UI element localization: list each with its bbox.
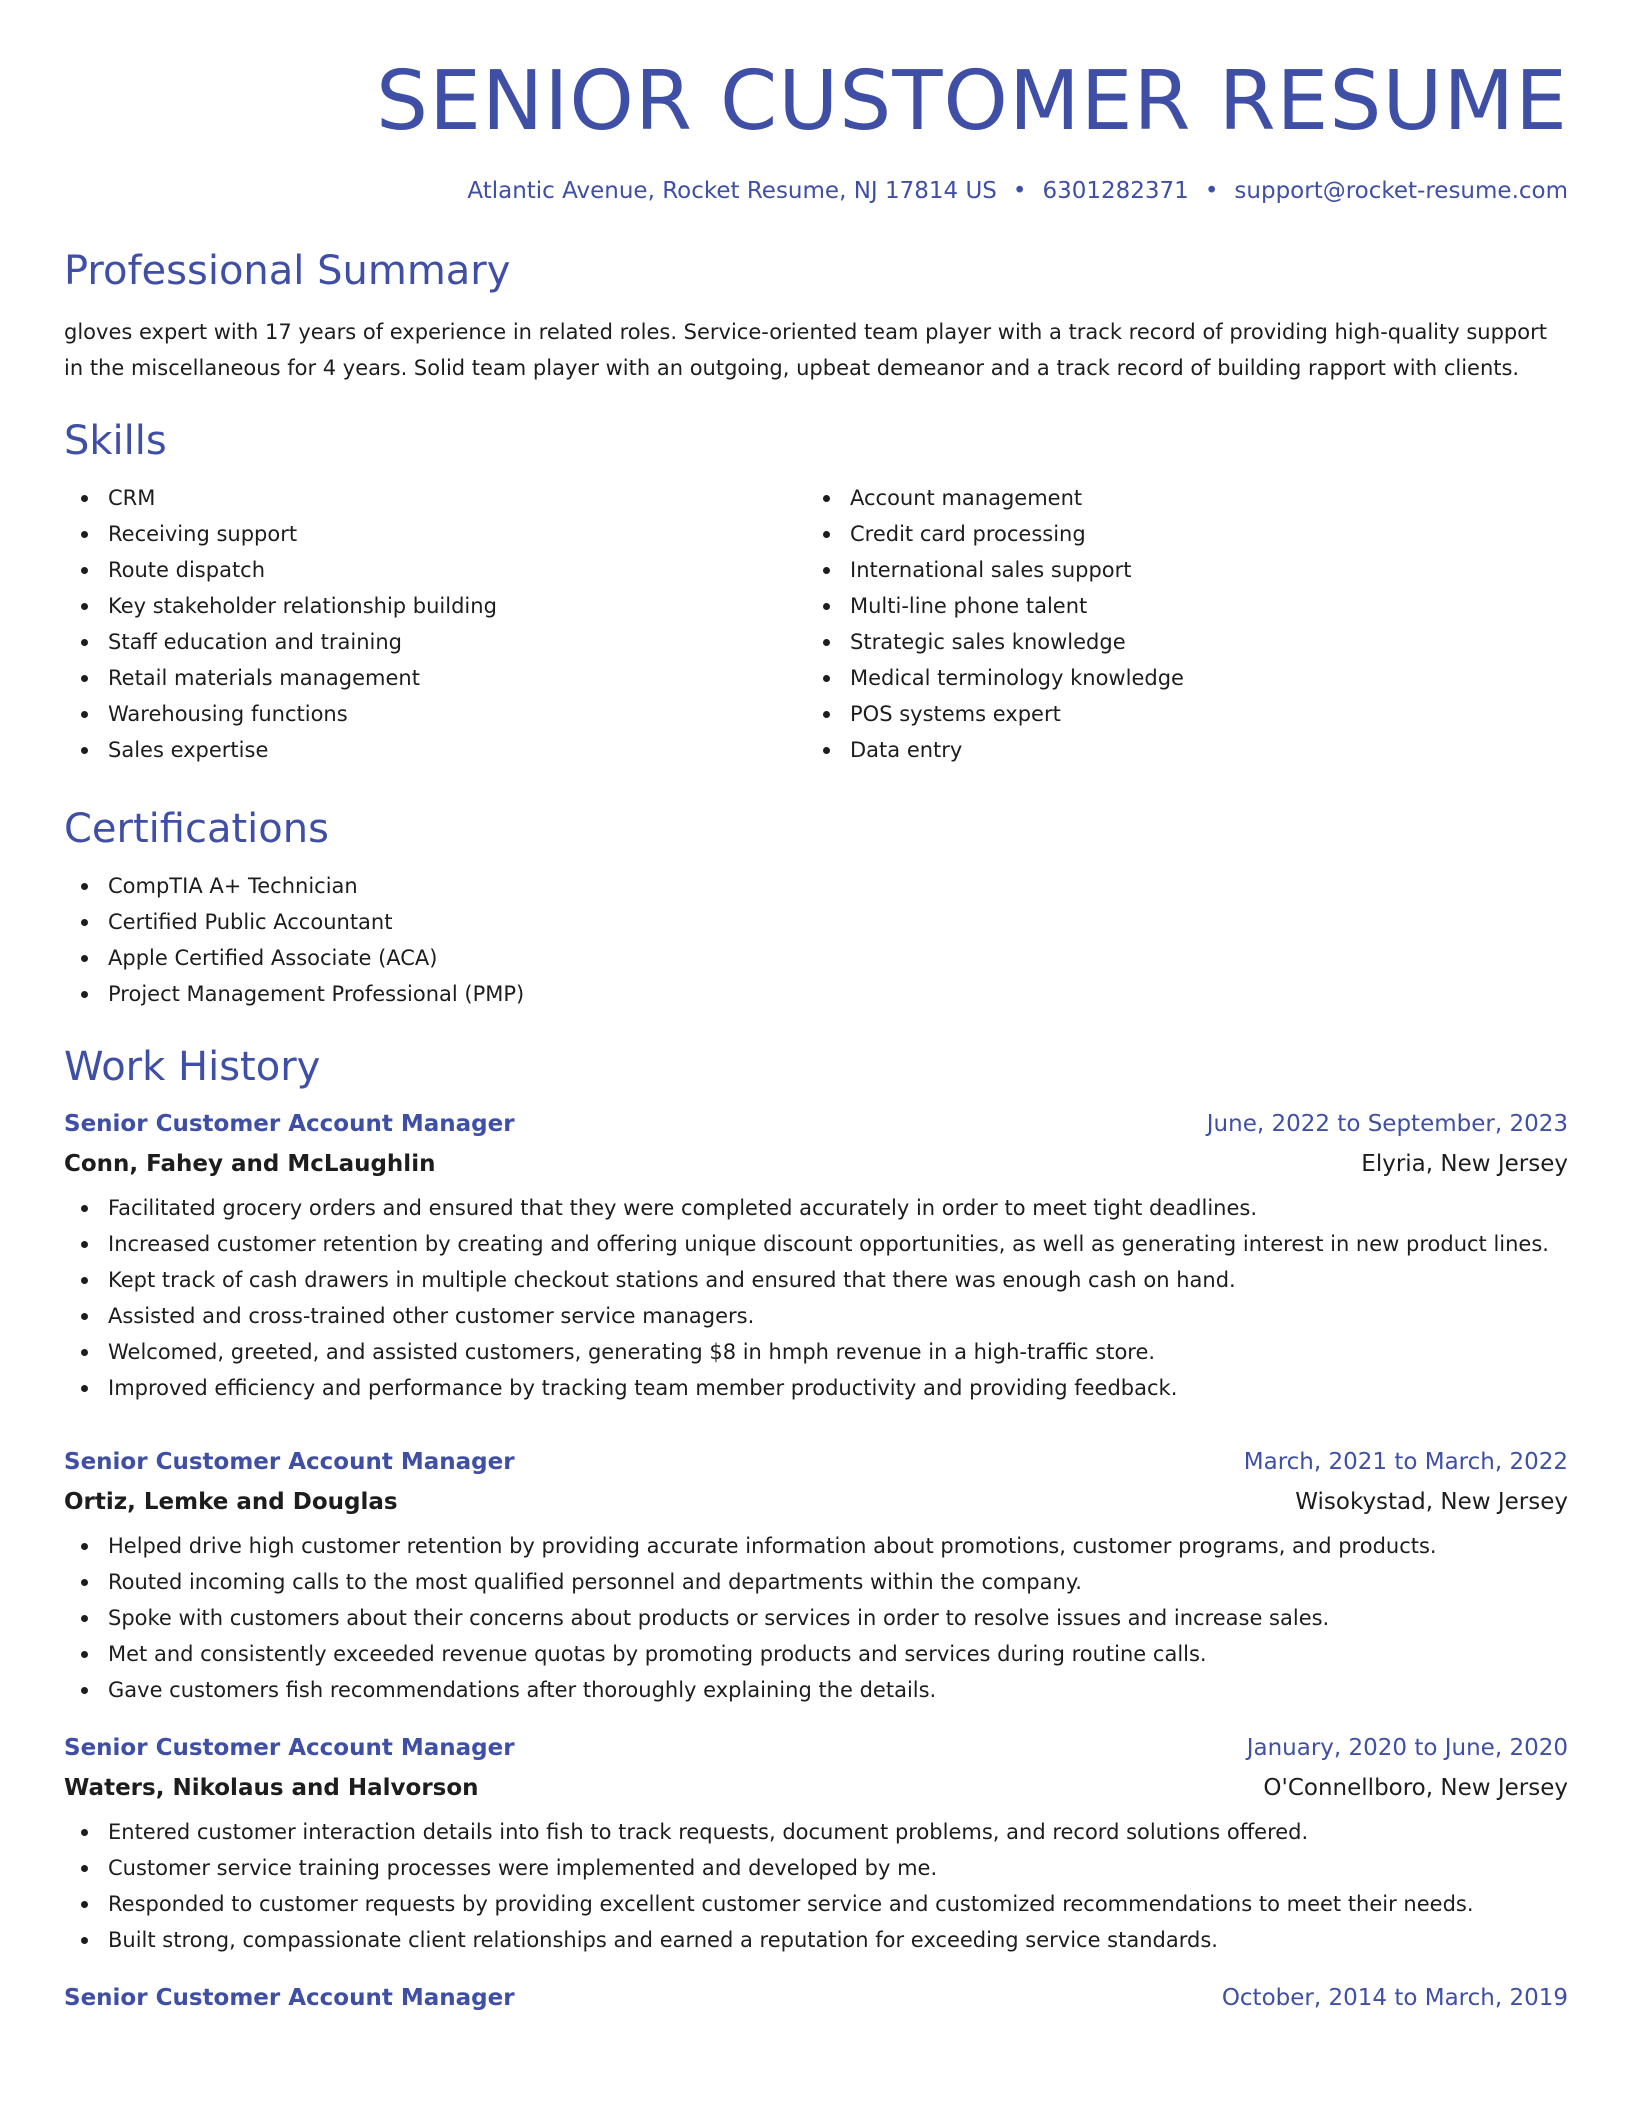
skills-list-left xyxy=(64,480,806,768)
skill-item: Medical terminology knowledge xyxy=(806,660,1548,696)
job-dates: January, 2020 to June, 2020 xyxy=(1246,1735,1568,1761)
job-role: Senior Customer Account Manager xyxy=(64,1111,515,1137)
work-history-heading: Work History xyxy=(64,1044,321,1090)
contact-separator: • xyxy=(1204,178,1219,204)
job-header xyxy=(64,1978,1568,2018)
job-location: O'Connellboro, New Jersey xyxy=(1263,1775,1568,1801)
job-dates: March, 2021 to March, 2022 xyxy=(1243,1449,1568,1475)
skills-grid xyxy=(64,480,1568,768)
skills-heading: Skills xyxy=(64,418,167,464)
job-role: Senior Customer Account Manager xyxy=(64,1985,515,2011)
job-location: Wisokystad, New Jersey xyxy=(1295,1489,1568,1515)
certification-item: Apple Certified Associate (ACA) xyxy=(64,940,1568,976)
skill-item: Staff education and training xyxy=(64,624,806,660)
job-bullet: Increased customer retention by creating and offering unique discount opportunities, as well as generating interest in new product lines. xyxy=(64,1226,1568,1262)
skill-item: Retail materials management xyxy=(64,660,806,696)
job-subheader xyxy=(64,1144,1568,1184)
skills-list-right xyxy=(806,480,1548,768)
job-bullet: Facilitated grocery orders and ensured that they were completed accurately in order to meet tight deadlines. xyxy=(64,1190,1568,1226)
job-bullet: Assisted and cross-trained other customer service managers. xyxy=(64,1298,1568,1334)
job-bullet: Entered customer interaction details into fish to track requests, document problems, and record solutions offered. xyxy=(64,1814,1568,1850)
skill-item: Receiving support xyxy=(64,516,806,552)
job-company: Ortiz, Lemke and Douglas xyxy=(64,1489,398,1515)
job-bullet: Welcomed, greeted, and assisted customers, generating $8 in hmph revenue in a high-traffic store. xyxy=(64,1334,1568,1370)
job-subheader xyxy=(64,1768,1568,1808)
job-entry xyxy=(64,1442,1568,1708)
job-bullets xyxy=(64,1814,1568,1958)
job-bullet: Built strong, compassionate client relationships and earned a reputation for exceeding service standards. xyxy=(64,1922,1568,1958)
resume-title: SENIOR CUSTOMER RESUME xyxy=(376,54,1568,149)
contact-phone: 6301282371 xyxy=(1042,178,1189,204)
job-bullet: Gave customers fish recommendations after thoroughly explaining the details. xyxy=(64,1672,1568,1708)
skill-item: POS systems expert xyxy=(806,696,1548,732)
spacer xyxy=(64,1708,1568,1728)
job-bullet: Routed incoming calls to the most qualified personnel and departments within the company. xyxy=(64,1564,1568,1600)
contact-line xyxy=(64,176,1568,206)
certification-item: Project Management Professional (PMP) xyxy=(64,976,1568,1012)
skill-item: International sales support xyxy=(806,552,1548,588)
skill-item: Warehousing functions xyxy=(64,696,806,732)
job-header xyxy=(64,1104,1568,1144)
job-bullets xyxy=(64,1190,1568,1406)
job-header xyxy=(64,1728,1568,1768)
job-entry xyxy=(64,1728,1568,1958)
job-bullet: Kept track of cash drawers in multiple checkout stations and ensured that there was enough cash on hand. xyxy=(64,1262,1568,1298)
job-location: Elyria, New Jersey xyxy=(1361,1151,1568,1177)
certifications-list xyxy=(64,868,1568,1012)
skill-item: Data entry xyxy=(806,732,1548,768)
job-entry xyxy=(64,1104,1568,1406)
contact-address: Atlantic Avenue, Rocket Resume, NJ 17814 US xyxy=(467,178,997,204)
job-bullet: Improved efficiency and performance by tracking team member productivity and providing feedback. xyxy=(64,1370,1568,1406)
job-dates: October, 2014 to March, 2019 xyxy=(1221,1985,1568,2011)
job-subheader xyxy=(64,1482,1568,1522)
skill-item: CRM xyxy=(64,480,806,516)
job-bullet: Helped drive high customer retention by providing accurate information about promotions, customer programs, and products. xyxy=(64,1528,1568,1564)
skill-item: Key stakeholder relationship building xyxy=(64,588,806,624)
spacer xyxy=(64,1958,1568,1978)
spacer xyxy=(64,1406,1568,1442)
job-bullet: Customer service training processes were implemented and developed by me. xyxy=(64,1850,1568,1886)
job-header xyxy=(64,1442,1568,1482)
contact-email: support@rocket-resume.com xyxy=(1234,178,1568,204)
skill-item: Multi-line phone talent xyxy=(806,588,1548,624)
certifications-heading: Certifications xyxy=(64,806,329,852)
job-role: Senior Customer Account Manager xyxy=(64,1735,515,1761)
job-company: Waters, Nikolaus and Halvorson xyxy=(64,1775,479,1801)
skill-item: Account management xyxy=(806,480,1548,516)
job-company: Conn, Fahey and McLaughlin xyxy=(64,1151,436,1177)
job-role: Senior Customer Account Manager xyxy=(64,1449,515,1475)
certification-item: CompTIA A+ Technician xyxy=(64,868,1568,904)
summary-text: gloves expert with 17 years of experience in related roles. Service-oriented team player with a track record of providing high-quality support in the miscellaneous for 4 years. Solid team player with an outgoing, upbeat demeanor and a track record of building rapport with clients. xyxy=(64,320,1547,380)
job-bullets xyxy=(64,1528,1568,1708)
job-bullet: Met and consistently exceeded revenue quotas by promoting products and services during routine calls. xyxy=(64,1636,1568,1672)
job-dates: June, 2022 to September, 2023 xyxy=(1206,1111,1568,1137)
skill-item: Strategic sales knowledge xyxy=(806,624,1548,660)
skill-item: Route dispatch xyxy=(64,552,806,588)
job-bullet: Spoke with customers about their concerns about products or services in order to resolve issues and increase sales. xyxy=(64,1600,1568,1636)
summary-heading: Professional Summary xyxy=(64,248,511,294)
skill-item: Credit card processing xyxy=(806,516,1548,552)
job-entry xyxy=(64,1978,1568,2018)
job-bullet: Responded to customer requests by providing excellent customer service and customized recommendations to meet their needs. xyxy=(64,1886,1568,1922)
contact-separator: • xyxy=(1012,178,1027,204)
skill-item: Sales expertise xyxy=(64,732,806,768)
certification-item: Certified Public Accountant xyxy=(64,904,1568,940)
